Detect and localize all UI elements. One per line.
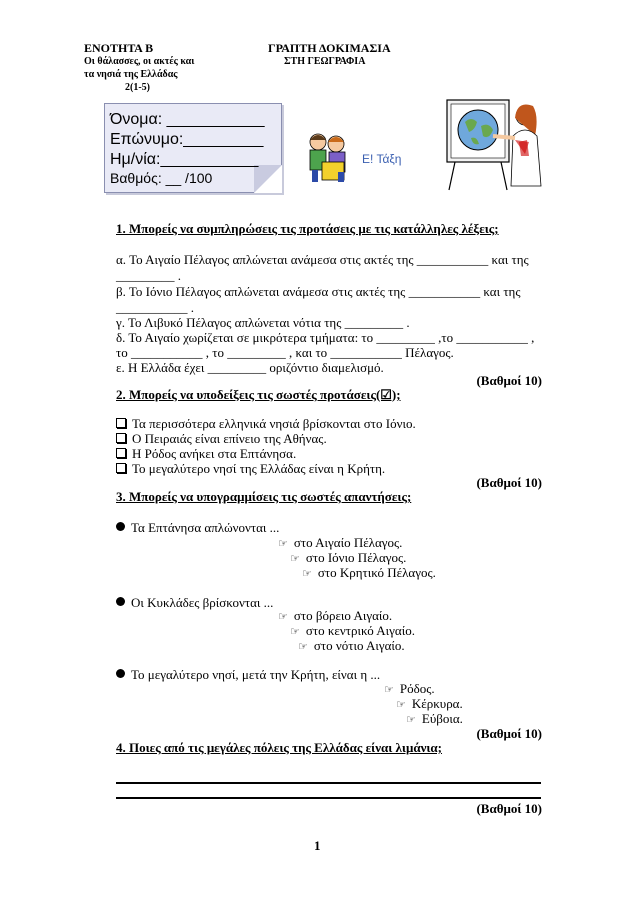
test-title: ΓΡΑΠΤΗ ΔΟΚΙΜΑΣΙΑ	[268, 41, 391, 55]
q3-option[interactable]: ☞ στο κεντρικό Αιγαίο.	[290, 623, 415, 638]
q1-line-c: γ. Το Λιβυκό Πέλαγος απλώνεται νότια της _________ .	[116, 315, 410, 330]
checkbox-icon[interactable]	[116, 448, 126, 458]
q2-item-label: Τα περισσότερα ελληνικά νησιά βρίσκονται στο Ιόνιο.	[132, 416, 416, 431]
hand-pointing-icon: ☞	[396, 698, 406, 711]
q3-prompt	[116, 667, 380, 683]
q1-line-e: ε. Η Ελλάδα έχει _________ οριζόντιο διαμελισμό.	[116, 360, 384, 375]
name-field[interactable]: Όνομα: ___________	[110, 111, 265, 128]
q1-line-b: β. Το Ιόνιο Πέλαγος απλώνεται ανάμεσα στις ακτές της ___________ και της	[116, 284, 521, 299]
q2-item-label: Το μεγαλύτερο νησί της Ελλάδας είναι η Κρήτη.	[132, 461, 386, 476]
q2-item[interactable]	[116, 431, 327, 447]
card-fold	[254, 165, 282, 193]
q3-prompt-text: Τα Επτάνησα απλώνονται ...	[131, 520, 280, 535]
q3-prompt-text: Οι Κυκλάδες βρίσκονται ...	[131, 595, 274, 610]
surname-field[interactable]: Επώνυμο:_________	[110, 131, 264, 148]
q3-title: 3. Μπορείς να υπογραμμίσεις τις σωστές απαντήσεις;	[116, 489, 412, 504]
q1-line-d2: το ___________ , το _________ , και το ___________ Πέλαγος.	[116, 345, 454, 360]
q2-item-label: Ο Πειραιάς είναι επίνειο της Αθήνας.	[132, 431, 327, 446]
q1-line-a2: _________ .	[116, 268, 181, 283]
lesson-number: 2(1-5)	[125, 82, 150, 93]
q2-item[interactable]	[116, 461, 385, 477]
answer-line[interactable]	[116, 797, 541, 799]
q3-option[interactable]: ☞ Ρόδος.	[384, 681, 435, 696]
q3-option[interactable]: ☞ στο νότιο Αιγαίο.	[298, 638, 405, 653]
bullet-icon	[116, 522, 125, 531]
q1-line-d: δ. Το Αιγαίο χωρίζεται σε μικρότερα τμήματα: το _________ ,το ___________ ,	[116, 330, 535, 345]
q3-prompt	[116, 595, 273, 611]
q1-line-b2: ___________ .	[116, 300, 194, 315]
hand-pointing-icon: ☞	[298, 640, 308, 653]
answer-line[interactable]	[116, 782, 541, 784]
q3-option[interactable]: ☞ Εύβοια.	[406, 711, 463, 726]
q2-points: (Βαθμοί 10)	[476, 475, 542, 490]
q1-line-a: α. Το Αιγαίο Πέλαγος απλώνεται ανάμεσα στις ακτές της ___________ και της	[116, 252, 529, 267]
hand-pointing-icon: ☞	[278, 537, 288, 550]
q2-item[interactable]	[116, 416, 416, 432]
checkbox-icon[interactable]	[116, 463, 126, 473]
teacher-globe-clipart	[445, 96, 550, 192]
q3-option[interactable]: ☞ στο βόρειο Αιγαίο.	[278, 608, 393, 623]
grade-field: Βαθμός: __ /100	[110, 170, 213, 186]
q2-item-label: Η Ρόδος ανήκει στα Επτάνησα.	[132, 446, 297, 461]
unit-title: ΕΝΟΤΗΤΑ Β	[84, 41, 154, 55]
hand-pointing-icon: ☞	[290, 625, 300, 638]
q3-option[interactable]: ☞ στο Αιγαίο Πέλαγος.	[278, 535, 403, 550]
q3-prompt-text: Το μεγαλύτερο νησί, μετά την Κρήτη, είναι η ...	[131, 667, 381, 682]
q4-points: (Βαθμοί 10)	[476, 801, 542, 816]
children-clipart	[302, 128, 354, 186]
checkbox-icon[interactable]	[116, 433, 126, 443]
q3-option[interactable]: ☞ στο Κρητικό Πέλαγος.	[302, 565, 436, 580]
class-label: Ε! Τάξη	[362, 152, 402, 166]
unit-subtitle-2: τα νησιά της Ελλάδας	[84, 69, 178, 80]
hand-pointing-icon: ☞	[290, 552, 300, 565]
hand-pointing-icon: ☞	[302, 567, 312, 580]
checkbox-icon[interactable]	[116, 418, 126, 428]
unit-subtitle-1: Οι θάλασσες, οι ακτές και	[84, 56, 195, 67]
date-field[interactable]: Ημ/νία:___________	[110, 151, 259, 168]
q3-option[interactable]: ☞ Κέρκυρα.	[396, 696, 463, 711]
hand-pointing-icon: ☞	[278, 610, 288, 623]
q3-prompt	[116, 520, 279, 536]
q1-title: 1. Μπορείς να συμπληρώσεις τις προτάσεις με τις κατάλληλες λέξεις;	[116, 221, 499, 236]
q3-points: (Βαθμοί 10)	[476, 726, 542, 741]
q2-item[interactable]	[116, 446, 296, 462]
q2-title: 2. Μπορείς να υποδείξεις τις σωστές προτάσεις(☑);	[116, 387, 401, 402]
hand-pointing-icon: ☞	[384, 683, 394, 696]
q4-title: 4. Ποιες από τις μεγάλες πόλεις της Ελλάδας είναι λιμάνια;	[116, 740, 443, 755]
bullet-icon	[116, 597, 125, 606]
q3-option[interactable]: ☞ στο Ιόνιο Πέλαγος.	[290, 550, 407, 565]
test-subject: ΣΤΗ ΓΕΩΓΡΑΦΙΑ	[284, 56, 366, 67]
page-number: 1	[314, 838, 321, 853]
bullet-icon	[116, 669, 125, 678]
q1-points: (Βαθμοί 10)	[476, 373, 542, 388]
hand-pointing-icon: ☞	[406, 713, 416, 726]
